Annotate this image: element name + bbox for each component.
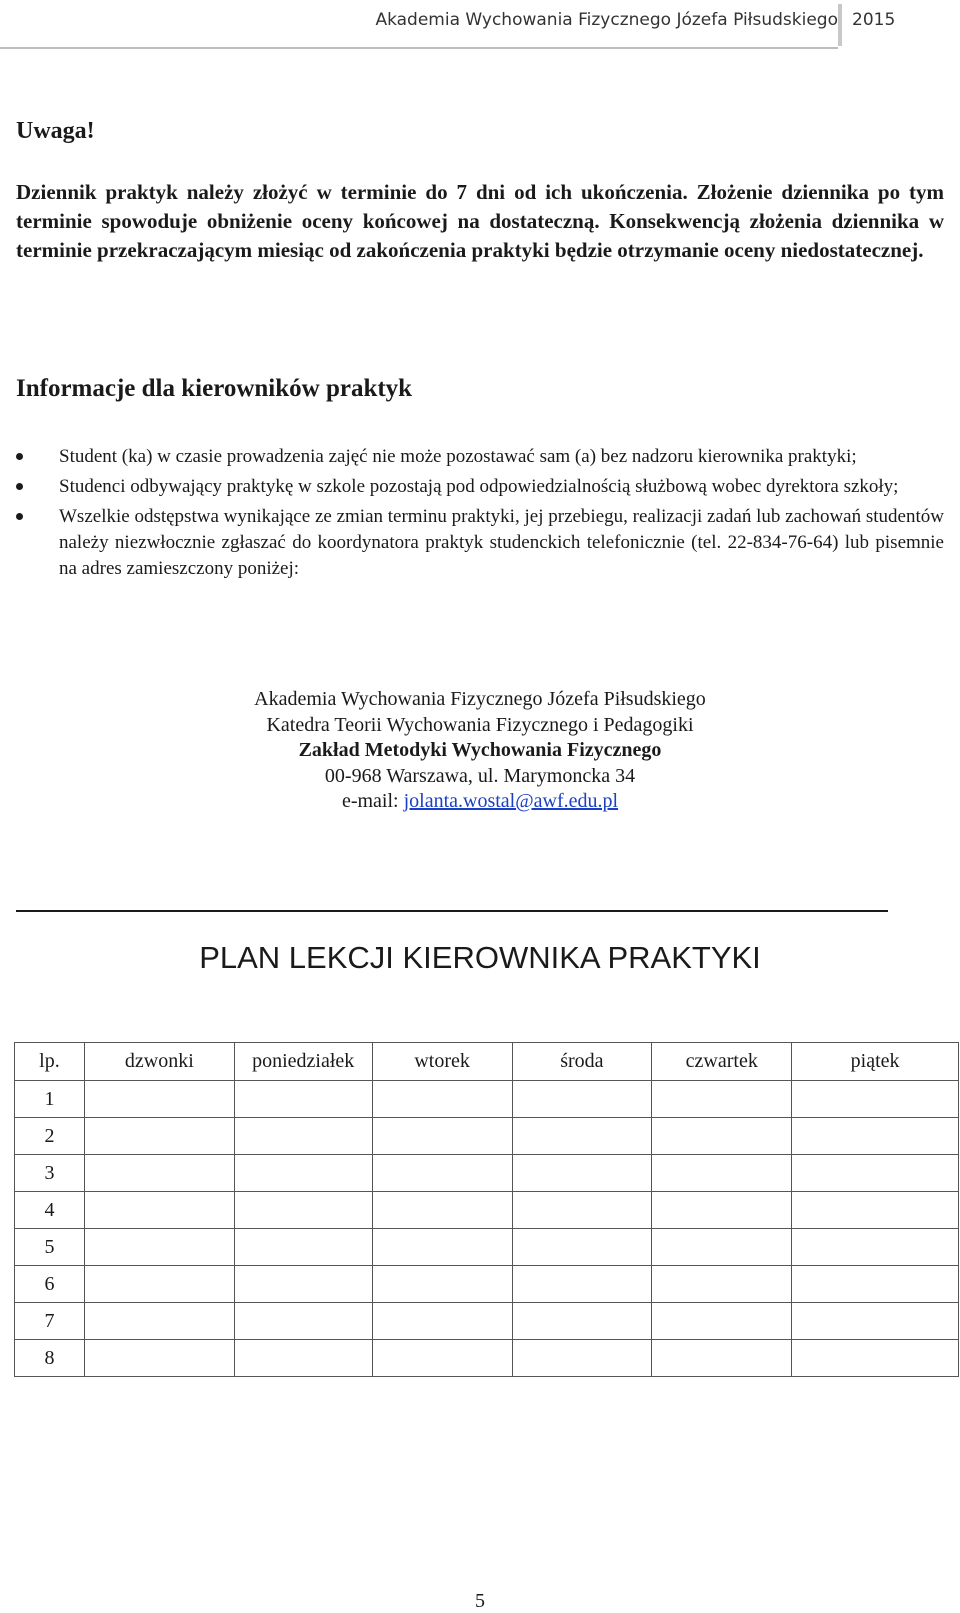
row-number: 4	[15, 1192, 85, 1229]
info-bullet-text: Student (ka) w czasie prowadzenia zajęć nie może pozostawać sam (a) bez nadzoru kierownika praktyki;	[59, 446, 857, 467]
table-cell	[234, 1155, 372, 1192]
row-number: 1	[15, 1081, 85, 1118]
table-cell	[652, 1229, 792, 1266]
table-cell	[652, 1340, 792, 1377]
page-number: 5	[475, 1590, 485, 1612]
info-bullet-text: Wszelkie odstępstwa wynikające ze zmian terminu praktyki, jej przebiegu, realizacji zadań lub zachowań studentów należy niezwłocznie zgłaszać do koordynatora praktyk studenckich telefonicznie (tel. 22-834-76-64) lub pisemnie na adres zamieszczony poniżej:	[59, 506, 944, 579]
table-cell	[234, 1340, 372, 1377]
column-header: środa	[512, 1043, 652, 1081]
table-cell	[512, 1303, 652, 1340]
table-cell	[234, 1266, 372, 1303]
table-cell	[372, 1266, 512, 1303]
table-cell	[652, 1081, 792, 1118]
warning-text: Dziennik praktyk należy złożyć w terminie do 7 dni od ich ukończenia. Złożenie dziennika po tym terminie spowoduje obniżenie oceny końcowej na dostateczną. Konsekwencją złożenia dziennika w terminie przekraczającym miesiąc od zakończenia praktyki będzie otrzymanie oceny niedostatecznej.	[16, 180, 944, 262]
table-cell	[84, 1118, 234, 1155]
row-number: 2	[15, 1118, 85, 1155]
page-header	[0, 0, 960, 48]
table-cell	[372, 1192, 512, 1229]
plan-title: PLAN LEKCJI KIEROWNIKA PRAKTYKI	[199, 940, 761, 975]
table-cell	[84, 1081, 234, 1118]
column-header: lp.	[15, 1043, 85, 1081]
table-row	[15, 1155, 959, 1192]
table-cell	[792, 1340, 959, 1377]
header-title: Akademia Wychowania Fizycznego Józefa Piłsudskiego	[375, 10, 838, 30]
column-header: piątek	[792, 1043, 959, 1081]
info-bullet-list	[16, 444, 944, 586]
table-cell	[372, 1155, 512, 1192]
column-header: czwartek	[652, 1043, 792, 1081]
table-cell	[84, 1340, 234, 1377]
table-cell	[652, 1266, 792, 1303]
table-cell	[372, 1303, 512, 1340]
table-cell	[372, 1118, 512, 1155]
table-cell	[792, 1118, 959, 1155]
table-row	[15, 1118, 959, 1155]
table-cell	[652, 1303, 792, 1340]
warning-title: Uwaga!	[16, 118, 95, 144]
table-cell	[792, 1155, 959, 1192]
info-bullet	[16, 444, 944, 470]
table-cell	[512, 1340, 652, 1377]
bullet-icon	[16, 453, 23, 460]
table-cell	[512, 1192, 652, 1229]
table-header-row	[15, 1043, 959, 1081]
table-cell	[652, 1192, 792, 1229]
table-row	[15, 1192, 959, 1229]
row-number: 7	[15, 1303, 85, 1340]
bullet-icon	[16, 483, 23, 490]
table-cell	[234, 1229, 372, 1266]
table-cell	[512, 1155, 652, 1192]
email-label: e-mail:	[341, 790, 404, 812]
row-number: 8	[15, 1340, 85, 1377]
table-cell	[792, 1192, 959, 1229]
table-cell	[84, 1303, 234, 1340]
table-cell	[372, 1340, 512, 1377]
row-number: 6	[15, 1266, 85, 1303]
table-cell	[792, 1303, 959, 1340]
table-cell	[84, 1192, 234, 1229]
header-year: 2015	[852, 10, 896, 30]
table-row	[15, 1303, 959, 1340]
table-cell	[372, 1229, 512, 1266]
table-cell	[84, 1266, 234, 1303]
table-row	[15, 1266, 959, 1303]
address-line-department: Katedra Teorii Wychowania Fizycznego i Pedagogiki	[266, 713, 694, 736]
table-cell	[512, 1081, 652, 1118]
table-row	[15, 1340, 959, 1377]
column-header: wtorek	[372, 1043, 512, 1081]
header-rule	[0, 47, 838, 49]
column-header: poniedziałek	[234, 1043, 372, 1081]
table-cell	[652, 1155, 792, 1192]
table-cell	[792, 1229, 959, 1266]
table-cell	[512, 1266, 652, 1303]
address-block	[0, 687, 960, 815]
header-separator	[838, 4, 842, 46]
table-cell	[512, 1229, 652, 1266]
lesson-plan-table	[14, 1042, 959, 1377]
table-cell	[792, 1266, 959, 1303]
table-cell	[372, 1081, 512, 1118]
info-heading: Informacje dla kierowników praktyk	[16, 375, 413, 402]
table-cell	[234, 1081, 372, 1118]
table-cell	[234, 1192, 372, 1229]
section-divider	[16, 910, 888, 912]
address-line-unit: Zakład Metodyki Wychowania Fizycznego	[298, 739, 662, 761]
email-link[interactable]: jolanta.wostal@awf.edu.pl	[403, 790, 619, 812]
row-number: 3	[15, 1155, 85, 1192]
table-cell	[512, 1118, 652, 1155]
table-row	[15, 1229, 959, 1266]
column-header: dzwonki	[84, 1043, 234, 1081]
table-cell	[652, 1118, 792, 1155]
bullet-icon	[16, 513, 23, 520]
address-email-line	[0, 789, 960, 815]
table-cell	[84, 1229, 234, 1266]
table-cell	[234, 1303, 372, 1340]
address-line-academy: Akademia Wychowania Fizycznego Józefa Piłsudskiego	[254, 688, 706, 710]
table-cell	[792, 1081, 959, 1118]
table-row	[15, 1081, 959, 1118]
address-line-street: 00-968 Warszawa, ul. Marymoncka 34	[324, 764, 636, 787]
info-bullet	[16, 474, 944, 500]
table-cell	[234, 1118, 372, 1155]
info-bullet-text: Studenci odbywający praktykę w szkole pozostają pod odpowiedzialnością służbową wobec dyrektora szkoły;	[59, 476, 899, 497]
info-bullet	[16, 504, 944, 582]
row-number: 5	[15, 1229, 85, 1266]
table-cell	[84, 1155, 234, 1192]
